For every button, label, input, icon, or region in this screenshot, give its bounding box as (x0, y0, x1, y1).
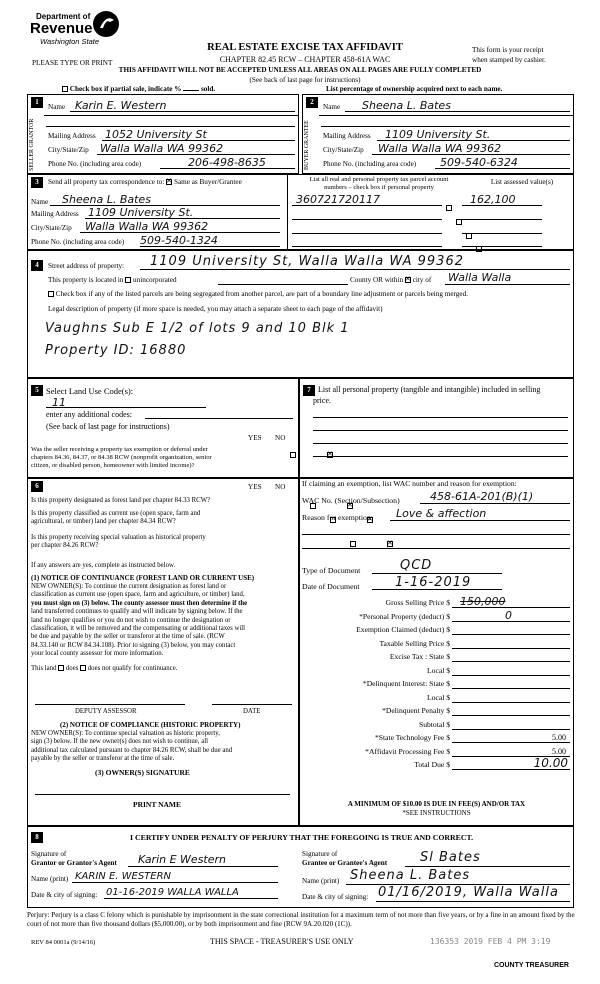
minimum-due-line2: *SEE INSTRUCTIONS (402, 809, 471, 817)
segregated-row (48, 290, 468, 299)
notice1-line: land no longer qualifies or you do not wish to continue the designation or (31, 616, 231, 624)
date-label: DATE (243, 708, 261, 715)
notice1-line: you must sign on (3) below. The county assessor must then determine if the (31, 599, 248, 607)
owner-signature-label: (3) OWNER(S) SIGNATURE (95, 768, 190, 777)
buyer-phone-value[interactable]: 509-540-6324 (440, 156, 518, 169)
parcel-header2: numbers – check box if personal property (324, 184, 434, 191)
form-chapter: CHAPTER 82.45 RCW – CHAPTER 458-61A WAC (219, 55, 391, 64)
section6-no: NO (275, 483, 286, 491)
assessed-value[interactable]: 162,100 (470, 193, 516, 206)
notice2-title: (2) NOTICE OF COMPLIANCE (HISTORIC PROPERTY) (60, 721, 241, 729)
list-percentage: List percentage of ownership acquired next to each name. (326, 85, 503, 93)
tax-row (300, 608, 570, 626)
county-or-label: County OR within (350, 276, 404, 284)
certify-statement: I CERTIFY UNDER PENALTY OF PERJURY THAT THE FOREGOING IS TRUE AND CORRECT. (130, 833, 474, 842)
buyer-name-label: Name (323, 103, 341, 111)
this-land-row (31, 664, 177, 673)
section5-yes: YES (248, 434, 262, 442)
grantee-signature[interactable]: Sl Bates (420, 850, 481, 865)
section2-number: 2 (306, 97, 318, 108)
notice2-line: additional tax calculated pursuant to chapter 84.26 RCW, shall be due and (31, 746, 233, 754)
partial-sale-label: Check box if partial sale, indicate % (69, 85, 182, 93)
tax-row-label: *Delinquent Interest: State $ (362, 679, 450, 688)
doc-date-label: Date of Document (302, 582, 360, 591)
wac-value[interactable]: 458-61A-201(B)(1) (430, 490, 534, 503)
tax-row-label: *State Technology Fee $ (374, 733, 450, 742)
total-due-value[interactable]: 10.00 (533, 756, 568, 770)
corr-mail-label: Mailing Address (31, 210, 79, 218)
same-as-buyer-checkbox[interactable] (166, 179, 172, 185)
same-label: Same as Buyer/Grantee (173, 178, 242, 186)
partial-sale-sold: sold. (201, 85, 216, 93)
logo-text-revenue: Revenue (30, 20, 93, 37)
section6-number: 6 (31, 481, 43, 492)
tax-row-label: Gross Selling Price $ (385, 598, 450, 607)
personal-label2: price. (313, 396, 331, 405)
seller-city-value[interactable]: Walla Walla WA 99362 (100, 142, 224, 155)
grantor-name-value[interactable]: KARIN E. WESTERN (75, 871, 172, 882)
form-see-back: (See back of last page for instructions) (249, 76, 361, 84)
buyer-phone-label: Phone No. (including area code) (323, 160, 417, 168)
seller-city-label: City/State/Zip (48, 146, 89, 154)
current-use-q1: Is this property classified as current use (open space, farm and (31, 510, 201, 517)
located-label: This property is located in (48, 276, 124, 284)
city-of-value[interactable]: Walla Walla (448, 271, 512, 284)
corr-name-label: Name (31, 198, 49, 206)
seller-phone-label: Phone No. (including area code) (48, 160, 142, 168)
land-use-value[interactable]: 11 (52, 396, 66, 409)
exemption-q-line2: chapters 84.36, 84.37, or 84.38 RCW (nonprofit organization, senior (31, 454, 212, 461)
section7-number: 7 (303, 385, 315, 396)
tax-row-label: *Delinquent Penalty $ (382, 706, 450, 715)
buyer-mail-value[interactable]: 1109 University St. (385, 128, 491, 141)
grantee-name-label: Name (print) (302, 877, 340, 885)
dor-logo (30, 10, 125, 50)
exemption-label: If claiming an exemption, list WAC number and reason for exemption: (302, 479, 517, 488)
parcel-header1: List all real and personal property tax parcel account (309, 176, 449, 183)
tax-row-label: *Affidavit Processing Fee $ (365, 746, 450, 756)
buyer-city-label: City/State/Zip (323, 146, 364, 154)
form-revision: REV 84 0001a (9/14/16) (31, 939, 96, 946)
reason-value[interactable]: Love & affection (396, 507, 487, 520)
grantee-name-value[interactable]: Sheena L. Bates (350, 868, 471, 883)
does-checkbox[interactable] (58, 665, 64, 671)
grantee-sig-label2: Grantee or Grantee's Agent (302, 859, 388, 867)
unincorporated-checkbox[interactable] (125, 277, 131, 283)
segregated-checkbox[interactable] (48, 291, 54, 297)
tax-row-value: 5.00 (552, 746, 566, 756)
parcel-pp-checkbox-2[interactable] (456, 219, 462, 225)
seller-side-label: SELLER GRANTOR (29, 118, 35, 172)
section3-divider (287, 174, 288, 250)
buyer-side-label: BUYER GRANTEE (304, 120, 310, 170)
treasurer-space: THIS SPACE - TREASURER'S USE ONLY (210, 937, 354, 946)
tax-row-value: 5.00 (552, 733, 566, 742)
tax-row (300, 756, 570, 774)
notice1-line: your local county assessor for more information. (31, 650, 164, 658)
street-label: Street address of property: (48, 262, 125, 270)
tax-row-label: Excise Tax : State $ (389, 652, 450, 661)
receipt-line1: This form is your receipt (472, 46, 544, 54)
grantee-date-city[interactable]: 01/16/2019, Walla Walla (378, 885, 559, 900)
tax-row-label: Local $ (427, 665, 450, 675)
logo-text-dept: Department of (36, 12, 91, 21)
forest-q: Is this property designated as forest land per chapter 84.33 RCW? (31, 497, 211, 504)
does-not-checkbox[interactable] (80, 665, 86, 671)
section5-number: 5 (31, 385, 43, 396)
parcel-pp-checkbox-3[interactable] (466, 233, 472, 239)
buyer-name-value[interactable]: Sheena L. Bates (362, 99, 451, 112)
tax-row (300, 693, 570, 707)
partial-sale (62, 85, 215, 94)
city-of-checkbox[interactable] (405, 277, 411, 283)
corr-city-value[interactable]: Walla Walla WA 99362 (85, 220, 209, 233)
corr-phone-label: Phone No. (including area code) (31, 238, 125, 246)
grantor-sig-label2: Grantor or Grantor's Agent (31, 859, 117, 867)
revenue-logo-icon (92, 10, 120, 38)
tax-row-label: Local $ (427, 692, 450, 702)
street-value[interactable]: 1109 University St, Walla Walla WA 99362 (150, 254, 464, 269)
send-correspondence (48, 178, 242, 187)
does-label: does (65, 665, 79, 672)
does-not-label: does not (87, 665, 111, 672)
historic-q2: per chapter 84.26 RCW? (31, 542, 99, 549)
buyer-city-value[interactable]: Walla Walla WA 99362 (378, 142, 502, 155)
section8-number: 8 (31, 832, 43, 843)
legal-label: Legal description of property (if more space is needed, you may attach a separate sheet to each page of the affidavit) (48, 305, 383, 313)
grantee-date-label: Date & city of signing: (302, 893, 369, 901)
land-use-see-back: (See back of last page for instructions) (46, 422, 170, 431)
deputy-assessor-label: DEPUTY ASSESSOR (75, 708, 137, 715)
tax-row-label: Taxable Selling Price $ (379, 638, 450, 648)
segregated-label: Check box if any of the listed parcels are being segregated from another parcel, are part of a boundary line adjustment or parcels being merged. (55, 290, 468, 298)
minimum-due-line1: A MINIMUM OF $10.00 IS DUE IN FEE(S) AND/OR TAX (347, 800, 526, 808)
land-use-label: Select Land Use Code(s): (46, 386, 134, 396)
qualify-label: qualify for continuance. (112, 665, 178, 672)
seller-name-value[interactable]: Karin E. Western (75, 99, 167, 112)
tax-row (300, 666, 570, 680)
tax-row (300, 679, 570, 693)
tax-row (300, 652, 570, 666)
tax-row-value[interactable]: 0 (505, 608, 512, 622)
doc-type-value[interactable]: QCD (400, 558, 433, 573)
tax-row (300, 639, 570, 653)
section5-no: NO (275, 434, 286, 442)
reason-label: Reason for exemption (302, 513, 371, 522)
grantor-sig-label1: Signature of (31, 850, 67, 858)
tax-row (300, 706, 570, 720)
county-treasurer: COUNTY TREASURER (494, 962, 569, 969)
additional-codes-label: enter any additional codes: (46, 410, 132, 419)
notice1-line: be due and payable by the seller or transferor at the time of sale. (RCW (31, 633, 225, 641)
tax-row-label: Total Due $ (414, 760, 450, 769)
legal-line2[interactable]: Property ID: 16880 (45, 343, 187, 358)
logo-text-state: Washington State (40, 37, 100, 46)
notice1-title: (1) NOTICE OF CONTINUANCE (FOREST LAND OR CURRENT USE) (31, 574, 255, 582)
tax-row (300, 595, 570, 612)
print-name-label: PRINT NAME (133, 800, 181, 809)
parcel-number-value[interactable]: 360721720117 (296, 193, 380, 206)
notice2-line: NEW OWNER(S): To continue special valuation as historic property, (31, 730, 220, 737)
city-of-label: city of (412, 276, 432, 284)
current-use-q2: agricultural, or timber) land per chapter 84.34 RCW? (31, 518, 176, 525)
tax-row-label: Subtotal $ (418, 719, 450, 729)
exemption-q-line3: citizen, or disabled person, homeowner with limited income)? (31, 462, 195, 469)
personal-label1: List all personal property (tangible and intangible) included in selling (318, 385, 541, 394)
notice1-line: land transferred continues to qualify and will indicate by signing below. If the (31, 608, 243, 616)
seller-phone-value[interactable]: 206-498-8635 (188, 156, 266, 169)
notice1-line: NEW OWNER(S): To continue the current designation as forest land or (31, 583, 227, 590)
section6-yes: YES (248, 483, 262, 491)
grantor-date-label: Date & city of signing: (31, 891, 98, 899)
tax-row-label: Exemption Claimed (deduct) $ (356, 625, 450, 634)
legal-line1[interactable]: Vaughns Sub E 1/2 of lots 9 and 10 Blk 1 (45, 321, 350, 336)
grantor-date-city[interactable]: 01-16-2019 WALLA WALLA (106, 887, 239, 898)
county-within (350, 276, 431, 285)
section1-number: 1 (31, 97, 43, 108)
seller-name-label: Name (48, 103, 66, 111)
section3-number: 3 (31, 177, 43, 188)
located-row (48, 276, 177, 285)
tax-row-value[interactable]: 150,000 (460, 595, 506, 608)
unincorporated-label: unincorporated (133, 276, 177, 284)
form-warning: THIS AFFIDAVIT WILL NOT BE ACCEPTED UNLESS ALL AREAS ON ALL PAGES ARE FULLY COMPLETED (118, 66, 482, 74)
grantor-name-label: Name (print) (31, 875, 69, 883)
historic-q1: Is this property receiving special valuation as historical property (31, 534, 206, 541)
notice1-body (31, 583, 296, 659)
grantor-signature[interactable]: Karin E Western (138, 853, 227, 866)
wac-label: WAC No. (Section/Subsection) (302, 496, 400, 505)
form-title: REAL ESTATE EXCISE TAX AFFIDAVIT (207, 42, 403, 53)
tax-rows (300, 595, 570, 774)
notice2-line: payable by the seller or transferor at the time of sale. (31, 755, 175, 763)
tax-row (300, 733, 570, 747)
parcel-pp-checkbox-1[interactable] (446, 205, 452, 211)
tax-row (300, 747, 570, 761)
tax-row-label: *Personal Property (deduct) $ (359, 611, 450, 621)
notice2-body (31, 730, 296, 764)
this-land-label: This land (31, 665, 57, 672)
notice1-line: 84.33.140 or RCW 84.34.108). Prior to signing (3) below, you may contact (31, 641, 236, 649)
notice1-line: classification, it will be removed and the compensating or additional taxes will (31, 625, 246, 633)
assessed-header: List assessed value(s) (490, 178, 554, 186)
tax-row (300, 720, 570, 734)
notice2-line: sign (3) below. If the new owner(s) does not wish to continue, all (31, 738, 208, 746)
treasurer-stamp: 136353 2019 FEB 4 PM 3:19 (430, 937, 551, 946)
corr-mail-value[interactable]: 1109 University St. (88, 206, 194, 219)
tax-row (300, 625, 570, 639)
notice1-line: classification as current use (open space, farm and agriculture, or timber) land, (31, 591, 245, 599)
corr-phone-value[interactable]: 509-540-1324 (140, 234, 218, 247)
seller-mail-value[interactable]: 1052 University St (105, 128, 207, 141)
if-any-yes: If any answers are yes, complete as instructed below. (31, 562, 176, 569)
perjury-notice: Perjury: Perjury is a class C felony which is punishable by imprisonment in the state correctional institution for a maximum term of not more than five years, or by a fine in an amount fixed by the court of not more than five thousand dollars ($5,000.00), or by both imprisonment and fine (RCW 9A.20.020 (1C)). (27, 911, 575, 928)
doc-date-value[interactable]: 1-16-2019 (395, 575, 472, 590)
exemption-yes-checkbox[interactable] (290, 452, 296, 458)
partial-sale-checkbox[interactable] (62, 86, 68, 92)
receipt-line2: when stamped by cashier. (472, 56, 546, 64)
grantee-sig-label1: Signature of (302, 850, 338, 858)
buyer-mail-label: Mailing Address (323, 132, 371, 140)
exemption-q-line1: Was the seller receiving a property tax exemption or deferral under (31, 446, 208, 453)
corr-city-label: City/State/Zip (31, 224, 72, 232)
corr-name-value[interactable]: Sheena L. Bates (62, 193, 151, 206)
section4-number: 4 (31, 260, 43, 271)
send-label: Send all property tax correspondence to: (48, 178, 165, 186)
please-type: PLEASE TYPE OR PRINT (32, 59, 113, 67)
doc-type-label: Type of Document (302, 566, 361, 575)
seller-mail-label: Mailing Address (48, 132, 96, 140)
